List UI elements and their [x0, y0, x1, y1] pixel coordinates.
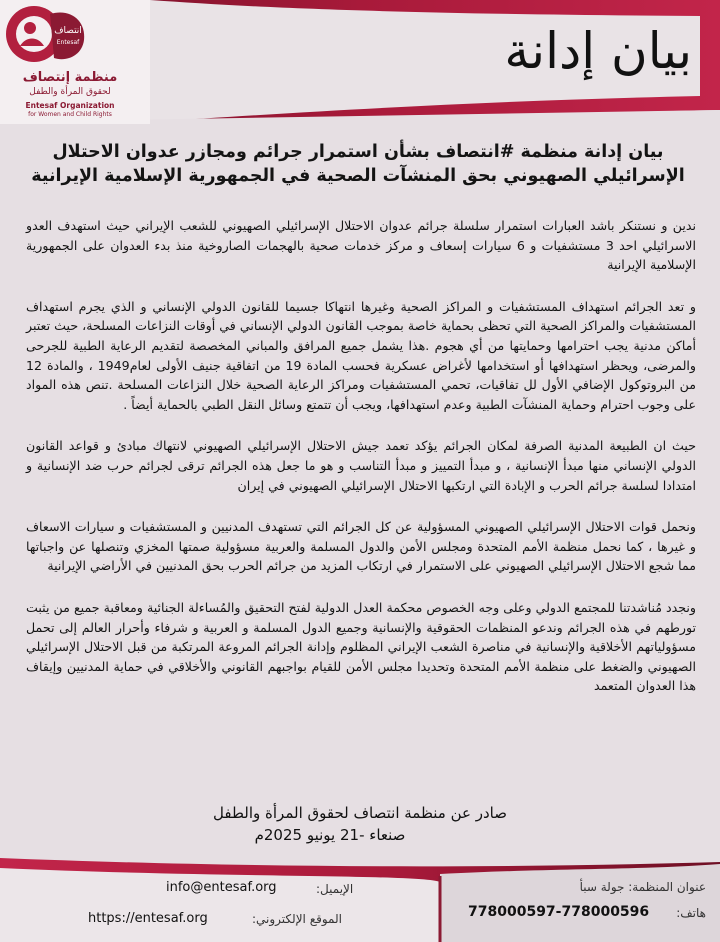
organization-logo: [0, 0, 140, 122]
header-band: [0, 0, 720, 130]
issuer-line: صادر عن منظمة انتصاف لحقوق المرأة والطفل: [213, 804, 507, 822]
svg-text:انتصاف: انتصاف: [54, 26, 82, 36]
document-title: بيان إدانة: [504, 22, 692, 80]
website-link[interactable]: https://entesaf.org: [88, 911, 208, 926]
website-label: الموقع الإلكتروني:: [252, 912, 342, 926]
paragraph-international-law: و تعد الجرائم استهداف المستشفيات و المراكز الصحية وغيرها انتهاكا جسيما للقانون الدولي الإنساني و الذي يجرم استهداف المستشفيات والمراكز الصحية التي تحظى بحماية خاصة بموجب القانون الدولي الإنساني في أوقات النزاعات المسلحة، حيث تعتبر أماكن مدنية يجب احترامها وحمايتها من أي هجوم .هذا يشمل جميع المرافق والمباني المخصصة لتقديم الرعاية الطبية للجرحى والمرضى، ويحظر استهدافها أو استخدامها لأغراض عسكرية فحسب المادة 19 من اتفاقية جنيف الأولى لعام1949 ، والمادة 12 من البروتوكول الإضافي الأول لل تفاقيات، تحمي المستشفيات ومراكز الرعاية الصحية خلال النزاعات المسلحة .تنص هذه المواد على وجوب احترام وحماية المنشآت الطبية وعدم استهدافها، ويجب أن تتمتع وسائل النقل الطبي بالحماية أيضاً .: [26, 298, 696, 412]
statement-body: [26, 140, 696, 718]
paragraph-civilian-nature: حيث ان الطبيعة المدنية الصرفة لمكان الجرائم يؤكد تعمد جيش الاحتلال الإسرائيلي الصهيوني لانتهاك مبادئ و قواعد القانون الدولي الإنساني منها مبدأ الإنسانية ، و مبدأ التمييز و مبدأ التناسب و هو ما جعل هذه الجرائم ترقى لجرائم حرب ضد الإنسانية و امتدادا لسلسة جرائم الحرب و الإبادة التي ارتكبها الاحتلال الإسرائيلي الصهيوني في إيران: [26, 438, 696, 493]
logo-subtitle-arabic: لحقوق المرأة والطفل: [29, 87, 111, 97]
place-date-line: صنعاء -21 يونيو 2025م: [254, 826, 406, 844]
email-label: الإيميل:: [316, 882, 354, 896]
logo-mark-icon: [0, 0, 92, 68]
logo-subtitle-english: for Women and Child Rights: [28, 111, 112, 118]
paragraph-responsibility: ونحمل قوات الاحتلال الإسرائيلي الصهيوني المسؤولية عن كل الجرائم التي تستهدف المدنيين و المستشفيات و سيارات الاسعاف و غيرها ، كما نحمل منظمة الأمم المتحدة ومجلس الأمن والدول المسلمة والعربية مسؤولية صمتها المخزي وتنصلها عن واجباتها مما شجع الاحتلال الإسرائيلي الصهيوني على الاستمرار في ارتكاب المزيد من جرائم الحرب بحق المدنيين في الأراضي الإيرانية: [26, 519, 696, 574]
logo-name-english: Entesaf Organization: [25, 101, 115, 110]
phone-number[interactable]: 778000597-778000596: [468, 904, 650, 920]
paragraph-condemnation: ندين و نستنكر باشد العبارات استمرار سلسلة جرائم عدوان الاحتلال الإسرائيلي الصهيوني للشعب الإيراني حيث استهدف العدو الاسرائيلي احد 3 مستشفيات و 6 سيارات إسعاف و مركز خدمات صحية بالهجمات الصاروخية منذ بدء العدوان على الجمهورية الإسلامية الإيرانية: [26, 218, 696, 273]
address-label: عنوان المنظمة: جولة سبأ: [579, 880, 706, 894]
phone-label: هاتف:: [676, 906, 706, 920]
contact-footer: [0, 858, 720, 942]
logo-name-arabic: منظمة إنتصاف: [22, 70, 118, 85]
statement-headline: بيان إدانة منظمة #انتصاف بشأن استمرار جرائم ومجازر عدوان الاحتلال الإسرائيلي الصهيوني بحق المنشآت الصحية في الجمهورية الإسلامية الإيرانية: [31, 142, 685, 186]
svg-text:Entesaf: Entesaf: [56, 39, 80, 46]
email-link[interactable]: info@entesaf.org: [166, 880, 277, 895]
footer-wave-shape: [0, 858, 720, 942]
signature-block: [0, 802, 720, 846]
paragraph-appeal: ونجدد مُناشدتنا للمجتمع الدولي وعلى وجه الخصوص محكمة العدل الدولية لفتح التحقيق والمُساءلة الجنائية ومعاقبة جميع من يثبت تورطهم في هذه الجرائم وندعو المنظمات الحقوقية والإنسانية وجميع الدول المسلمة و العربية و شرفاء وأحرار العالم إلى تحمل مسؤولياتهم الأخلاقية والإنسانية في مناصرة الشعب الإيراني المظلوم وإدانة الجرائم المروعة المرتكبة من قبل الاحتلال الإسرائيلي الصهيوني والضغط على منظمة الأمم المتحدة وتحديدا مجلس الأمن للقيام بواجبهم القانوني والأخلاقي في حماية المدنيين وإيقاف هذا العدوان المتعمد: [26, 599, 696, 694]
